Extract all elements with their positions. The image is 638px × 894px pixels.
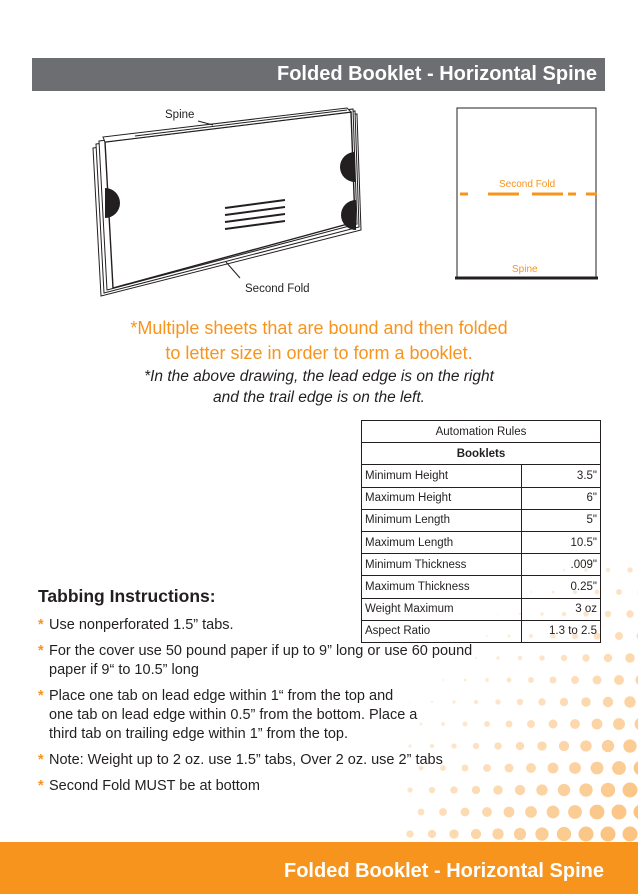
decorative-dot xyxy=(557,827,571,841)
decorative-dot xyxy=(569,762,581,774)
decorative-dot xyxy=(635,718,638,731)
decorative-dot xyxy=(439,808,447,816)
decorative-dot xyxy=(558,784,570,796)
fold-diagram xyxy=(455,106,600,282)
rule-value: 5" xyxy=(522,509,601,531)
rule-label: Maximum Length xyxy=(362,531,522,553)
decorative-dot xyxy=(559,741,569,751)
automation-rules-table xyxy=(361,420,601,643)
decorative-dot xyxy=(561,655,567,661)
decorative-dot xyxy=(570,719,580,729)
bullet-star-icon: * xyxy=(38,778,44,794)
decorative-dot xyxy=(601,783,615,797)
diagram-second-fold-label: Second Fold xyxy=(499,179,556,190)
decorative-dot xyxy=(612,761,626,775)
list-item: * Note: Weight up to 2 oz. use 1.5” tabs, Over 2 oz. use 2” tabs xyxy=(38,752,443,768)
decorative-dot xyxy=(547,806,560,819)
booklet-description xyxy=(0,316,638,366)
decorative-dot xyxy=(492,828,503,839)
decorative-dot xyxy=(579,827,594,842)
rules-table-title: Automation Rules xyxy=(362,421,601,443)
decorative-dot xyxy=(418,809,425,816)
decorative-dot xyxy=(623,827,638,842)
decorative-dot xyxy=(615,632,623,640)
page-footer xyxy=(0,842,638,894)
decorative-dot xyxy=(525,806,537,818)
fold-diagram-drawing xyxy=(455,106,600,282)
table-row xyxy=(362,487,601,509)
list-item: * Use nonperforated 1.5” tabs. xyxy=(38,617,234,633)
decorative-dot xyxy=(606,568,610,572)
decorative-dot xyxy=(602,740,614,752)
rule-label: Maximum Height xyxy=(362,487,522,509)
table-row xyxy=(362,576,601,598)
decorative-dot xyxy=(626,610,633,617)
decorative-dot xyxy=(406,830,413,837)
decorative-dot xyxy=(623,739,636,752)
list-item: * Second Fold MUST be at bottom xyxy=(38,778,260,794)
decorative-dot xyxy=(471,829,481,839)
decorative-dot xyxy=(579,783,592,796)
decorative-dot xyxy=(613,718,625,730)
rule-value: 0.25" xyxy=(522,576,601,598)
edge-note-line-2: and the trail edge is on the left. xyxy=(213,389,425,406)
bullet-star-icon: * xyxy=(38,688,44,704)
decorative-dot xyxy=(590,805,605,820)
decorative-dot xyxy=(560,698,568,706)
rule-label: Minimum Thickness xyxy=(362,554,522,576)
decorative-dot xyxy=(614,675,624,685)
list-item: * For the cover use 50 pound paper if up to 9” long or use 60 pound paper if 9“ to 10.5” long xyxy=(38,643,473,678)
tabbing-instructions-title: Tabbing Instructions: xyxy=(38,586,216,606)
decorative-dot xyxy=(634,761,638,776)
bullet-star-icon: * xyxy=(38,643,44,659)
decorative-dot xyxy=(482,807,492,817)
rule-label: Minimum Height xyxy=(362,465,522,487)
decorative-dot xyxy=(514,828,526,840)
edge-note xyxy=(0,366,638,408)
page-header-title: Folded Booklet - Horizontal Spine xyxy=(277,63,597,85)
decorative-dot xyxy=(616,589,622,595)
decorative-dot xyxy=(504,807,515,818)
rule-label: Minimum Length xyxy=(362,509,522,531)
decorative-dot xyxy=(612,805,627,820)
table-row xyxy=(362,554,601,576)
booklet-illustration xyxy=(85,100,375,305)
tabbing-instructions-list xyxy=(38,616,558,803)
decorative-dot xyxy=(582,654,589,661)
table-row xyxy=(362,531,601,553)
rule-label: Maximum Thickness xyxy=(362,576,522,598)
decorative-dot xyxy=(581,697,590,706)
rule-value: 3.5" xyxy=(522,465,601,487)
decorative-dot xyxy=(591,762,604,775)
decorative-dot xyxy=(634,805,638,820)
decorative-dot xyxy=(623,783,638,798)
spine-label: Spine xyxy=(165,109,195,121)
booklet-drawing xyxy=(85,100,375,305)
decorative-dot xyxy=(568,805,582,819)
rules-table-subtitle: Booklets xyxy=(362,443,601,465)
bullet-star-icon: * xyxy=(38,617,44,633)
decorative-dot xyxy=(461,808,470,817)
rule-label: Weight Maximum xyxy=(362,598,522,620)
decorative-dot xyxy=(571,676,579,684)
bullet-star-icon: * xyxy=(38,752,44,768)
table-row xyxy=(362,465,601,487)
list-item: * Place one tab on lead edge within 1“ from the top and one tab on lead edge within 0.5” from the bottom. Place a third tab on trailing edge within 1” from the top. xyxy=(38,688,418,742)
rule-value: 10.5" xyxy=(522,531,601,553)
decorative-dot xyxy=(605,611,611,617)
decorative-dot xyxy=(625,653,634,662)
decorative-dot xyxy=(592,719,603,730)
decorative-dot xyxy=(627,567,632,572)
table-row xyxy=(362,509,601,531)
rule-value: 1.3 to 2.5 xyxy=(522,620,601,642)
rule-label: Aspect Ratio xyxy=(362,620,522,642)
decorative-dot xyxy=(535,827,548,840)
edge-note-line-1: *In the above drawing, the lead edge is on the right xyxy=(144,368,494,385)
description-line-1: *Multiple sheets that are bound and then folded xyxy=(130,318,508,338)
decorative-dot xyxy=(593,676,602,685)
decorative-dot xyxy=(428,830,436,838)
page-footer-title: Folded Booklet - Horizontal Spine xyxy=(284,860,604,882)
rule-value: 6" xyxy=(522,487,601,509)
decorative-dot xyxy=(449,829,458,838)
decorative-dot xyxy=(604,654,612,662)
page-header xyxy=(32,58,605,91)
decorative-dot xyxy=(580,740,591,751)
rule-value: .009" xyxy=(522,554,601,576)
diagram-spine-label: Spine xyxy=(512,264,538,275)
description-line-2: to letter size in order to form a booklet. xyxy=(165,343,473,363)
decorative-dot xyxy=(603,697,613,707)
rule-value: 3 oz xyxy=(522,598,601,620)
second-fold-label: Second Fold xyxy=(245,283,310,295)
decorative-dot xyxy=(624,696,635,707)
decorative-dot xyxy=(601,827,616,842)
